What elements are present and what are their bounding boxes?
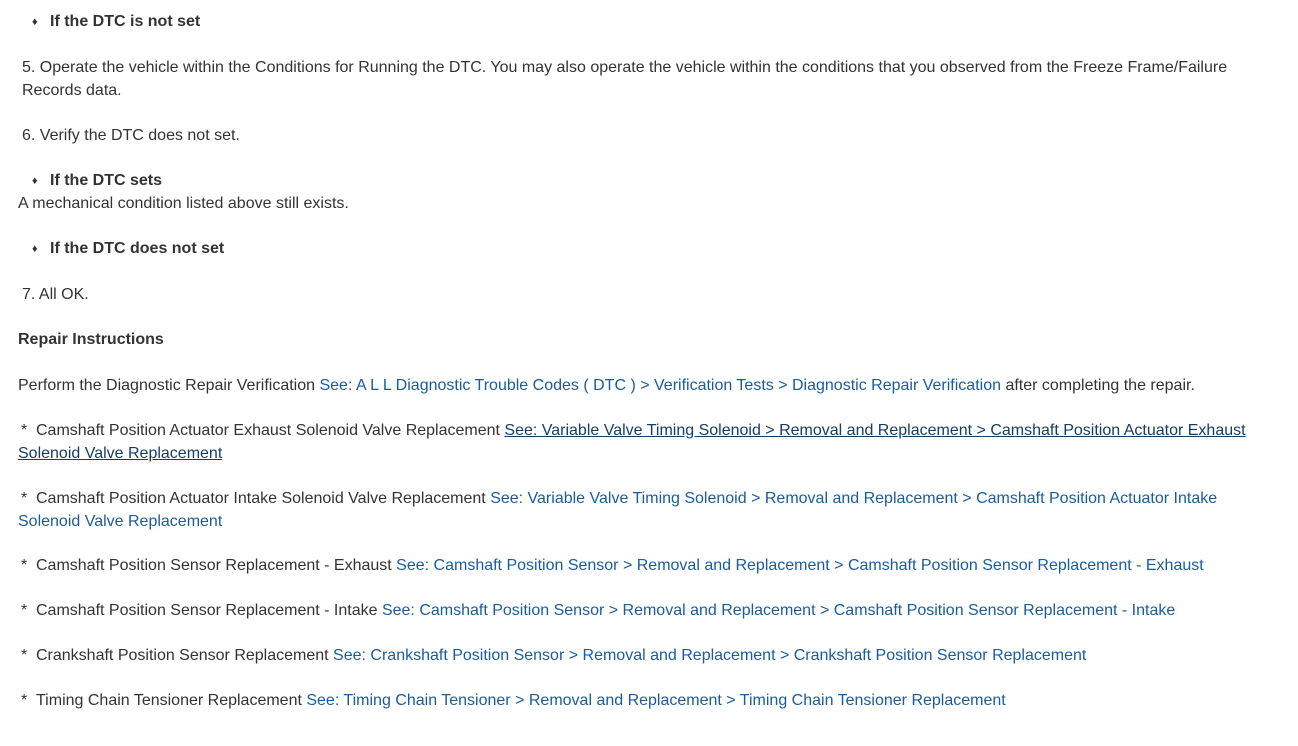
repair-item-link[interactable]: See: Timing Chain Tensioner > Removal and Replacement > Timing Chain Tensioner Replacement (306, 692, 1006, 709)
step-6: 6. Verify the DTC does not set. (22, 127, 240, 144)
repair-item-link[interactable]: See: Variable Valve Timing Solenoid > Removal and Replacement > Camshaft Position Actuator Exhaust Solenoid Valve Replacement (18, 422, 1246, 462)
verification-after-text: after completing the repair. (1001, 377, 1195, 394)
repair-item-text: Timing Chain Tensioner Replacement (36, 692, 307, 709)
asterisk-bullet-icon: * (21, 692, 28, 709)
repair-item-text: Camshaft Position Sensor Replacement - Exhaust (36, 557, 397, 574)
verification-text: Perform the Diagnostic Repair Verification (18, 377, 320, 394)
bullet-label: If the DTC is not set (50, 13, 201, 30)
repair-item (18, 555, 1248, 578)
bullet-label: If the DTC sets (50, 172, 163, 189)
repair-item-text: Camshaft Position Actuator Exhaust Solenoid Valve Replacement (36, 422, 505, 439)
diamond-bullet-icon: ♦ (32, 243, 38, 255)
repair-item-link[interactable]: See: Camshaft Position Sensor > Removal and Replacement > Camshaft Position Sensor Replacement - Exhaust (396, 557, 1204, 574)
asterisk-bullet-icon: * (21, 490, 28, 507)
repair-item-link[interactable]: See: Crankshaft Position Sensor > Removal and Replacement > Crankshaft Position Sensor Replacement (333, 647, 1087, 664)
mechanical-condition-text: A mechanical condition listed above still exists. (18, 195, 349, 212)
repair-item-text: Crankshaft Position Sensor Replacement (36, 647, 334, 664)
asterisk-bullet-icon: * (21, 602, 28, 619)
repair-item (18, 600, 1248, 623)
verification-link[interactable]: See: A L L Diagnostic Trouble Codes ( DTC ) > Verification Tests > Diagnostic Repair Verification (319, 377, 1001, 394)
step-7: 7. All OK. (22, 286, 89, 303)
diamond-bullet-icon: ♦ (32, 175, 38, 187)
repair-item-text: Camshaft Position Sensor Replacement - Intake (36, 602, 382, 619)
repair-item (18, 645, 1248, 668)
repair-instructions-heading: Repair Instructions (18, 331, 164, 348)
bullet-if-does-not-set (32, 238, 1248, 261)
step-5: 5. Operate the vehicle within the Conditions for Running the DTC. You may also operate the vehicle within the conditions that you observed from the Freeze Frame/Failure Records data. (22, 59, 1228, 99)
bullet-if-sets (32, 170, 1248, 193)
diamond-bullet-icon: ♦ (32, 16, 38, 28)
asterisk-bullet-icon: * (21, 647, 28, 664)
repair-item (18, 420, 1248, 465)
repair-item (18, 488, 1248, 533)
asterisk-bullet-icon: * (21, 422, 28, 439)
repair-item (18, 690, 1248, 713)
bullet-label: If the DTC does not set (50, 240, 225, 257)
repair-item-link[interactable]: See: Variable Valve Timing Solenoid > Removal and Replacement > Camshaft Position Actuator Intake Solenoid Valve Replacement (18, 490, 1218, 530)
repair-item-link[interactable]: See: Camshaft Position Sensor > Removal and Replacement > Camshaft Position Sensor Replacement - Intake (381, 602, 1176, 619)
verification-paragraph (18, 375, 1248, 398)
asterisk-bullet-icon: * (21, 557, 28, 574)
repair-item-text: Camshaft Position Actuator Intake Solenoid Valve Replacement (36, 490, 491, 507)
bullet-if-not-set (32, 11, 1248, 34)
